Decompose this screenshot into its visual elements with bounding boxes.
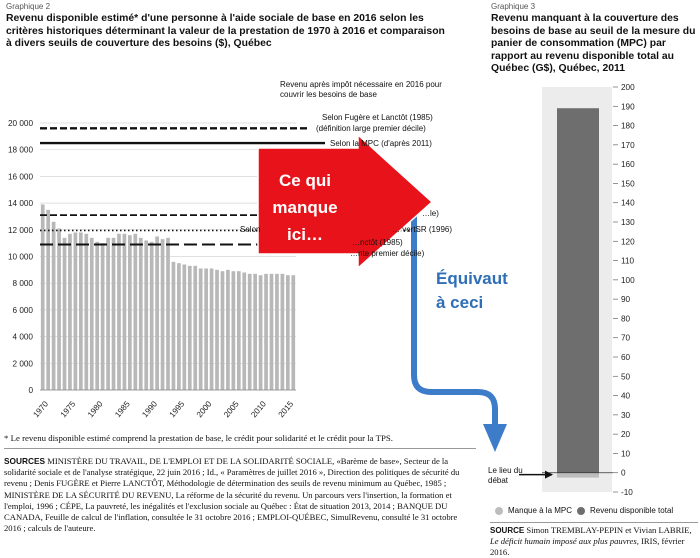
right-y-tick-label: 50 [621, 372, 631, 382]
graph2-title: Revenu disponible estimé* d'une personne à l'aide sociale de base en 2016 selon les critères historiques déterminant la valeur de la prestation de 1970 à 2016 et comparaison à divers seuils de couverture des besoins ($), Québec [6, 13, 445, 49]
legend-item-revenu [577, 506, 673, 515]
left-y-tick-label: 0 [28, 386, 33, 395]
right-y-tick-label: 130 [621, 218, 635, 227]
left-bar [242, 273, 246, 390]
left-bar [128, 235, 132, 390]
right-y-tick-label: 10 [621, 449, 631, 459]
left-bar [155, 236, 159, 390]
refline-1-label-b: (définition large premier décile) [316, 124, 426, 133]
callout-line-3: ici… [287, 225, 323, 244]
right-source-end: IRIS, février 2016. [490, 536, 685, 557]
refline-3-label: …le) [422, 209, 439, 218]
right-y-tick-label: -10 [621, 488, 633, 497]
left-bar [79, 232, 83, 390]
left-y-tick-label: 6 000 [12, 305, 33, 315]
left-chart-x-ticks [32, 399, 296, 419]
left-bar [63, 238, 67, 390]
graph3-title: Revenu manquant à la couverture des besoins de base au seuil de la mesure du panier de consommation (MPC) par rapport au revenu disponible total au Québec (G$), Québec, 2011 [491, 13, 696, 74]
left-bar [172, 262, 176, 390]
left-bar [123, 234, 127, 390]
left-bar [182, 265, 186, 390]
left-bar [112, 238, 116, 390]
right-y-tick-label: 90 [621, 295, 631, 305]
refline-5-label-b: …nte premier décile) [350, 249, 425, 258]
right-y-tick-label: 140 [621, 198, 635, 208]
debat-label [488, 466, 523, 486]
left-y-tick-label: 12 000 [7, 225, 33, 235]
legend-dot-revenu [577, 507, 585, 515]
callout-line-2: manque [272, 198, 338, 217]
legend-dot-manque [495, 507, 503, 515]
right-y-tick-label: 180 [621, 121, 635, 131]
footnote: * Le revenu disponible estimé comprend la prestation de base, le crédit pour solidarité et le crédit pour la TPS. [4, 433, 393, 443]
right-y-tick-label: 150 [621, 179, 635, 189]
left-bar [68, 234, 72, 390]
right-chart [519, 83, 635, 497]
left-bar [117, 234, 121, 390]
right-y-tick-label: 120 [621, 237, 635, 247]
refline-4-label-b: … vertSR (1996) [392, 225, 453, 234]
left-bar [232, 271, 236, 390]
right-y-tick-label: 170 [621, 140, 635, 150]
left-bar [215, 270, 219, 390]
sources-label: SOURCES [4, 456, 46, 466]
left-y-tick-label: 16 000 [7, 172, 33, 182]
left-bar [166, 238, 170, 390]
left-x-tick-label: 1995 [167, 399, 187, 420]
right-source-divider [490, 522, 698, 523]
left-bar [188, 266, 192, 390]
left-bar [237, 271, 241, 390]
right-y-tick-label: 70 [621, 333, 631, 343]
right-source [490, 525, 700, 558]
right-y-tick-label: 200 [621, 83, 635, 92]
left-bar [281, 274, 285, 390]
left-y-tick-label: 20 000 [7, 119, 33, 128]
right-y-tick-label: 100 [621, 275, 635, 285]
callout-line-1: Ce qui [279, 171, 331, 190]
left-bar [95, 242, 99, 390]
left-bar [57, 228, 61, 390]
blue-arrow-head [483, 424, 507, 452]
left-bar [226, 270, 230, 390]
left-x-tick-label: 1975 [58, 399, 78, 420]
left-x-tick-label: 2000 [194, 399, 214, 420]
left-x-tick-label: 1970 [31, 399, 51, 420]
right-source-authors: Simon TREMBLAY-PEPIN et Vivian LABRIE, [526, 525, 692, 535]
left-x-tick-label: 2010 [249, 399, 268, 420]
left-y-tick-label: 14 000 [7, 199, 33, 209]
right-y-tick-label: 0 [621, 468, 626, 478]
refline-1-label-a: Selon Fugère et Lanctôt (1985) [322, 113, 433, 122]
left-bar [144, 240, 148, 390]
left-bar [84, 234, 88, 390]
left-bar [46, 210, 50, 390]
left-bar [248, 274, 252, 390]
left-bar [204, 269, 208, 390]
left-x-tick-label: 1990 [140, 399, 160, 420]
bar-manque-mpc [557, 473, 599, 478]
equivaut-line-1: Équivaut [436, 269, 508, 288]
right-y-tick-label: 60 [621, 353, 631, 362]
left-bar [41, 204, 45, 390]
right-y-tick-label: 80 [621, 314, 631, 324]
right-y-tick-label: 110 [621, 256, 635, 266]
refline-2-label: Selon la MPC (d'après 2011) [330, 139, 432, 148]
left-bar [259, 275, 263, 390]
right-source-title: Le déficit humain imposé aux plus pauvres, [490, 536, 639, 546]
left-chart-y-ticks [8, 119, 33, 395]
graph2-label: Graphique 2 [6, 2, 51, 11]
left-bar [286, 275, 290, 390]
left-bar [52, 222, 56, 390]
left-bar [270, 274, 274, 390]
left-x-tick-label: 1985 [113, 399, 132, 420]
equivaut-line-2: à ceci [436, 293, 484, 312]
graph3-label: Graphique 3 [491, 2, 536, 11]
right-source-label: SOURCE [490, 526, 525, 535]
left-bar [101, 243, 105, 390]
left-bar [74, 232, 78, 390]
left-bar [150, 242, 154, 390]
left-bar [90, 238, 94, 390]
left-x-tick-label: 1980 [85, 399, 105, 420]
refline-4-label-a: Selon [240, 225, 261, 234]
left-bar [139, 238, 143, 390]
left-bar [253, 274, 257, 390]
debat-label-line-1: Le lieu du [488, 466, 523, 475]
left-bar [133, 234, 137, 390]
left-y-tick-label: 2 000 [12, 359, 33, 369]
sources-block [4, 456, 476, 534]
legend-label-manque: Manque à la MPC [508, 506, 573, 515]
right-y-tick-label: 20 [621, 430, 631, 440]
refline-5-label-a: …nctôt (1985) [352, 238, 403, 247]
left-bar [199, 269, 203, 390]
legend-item-manque [495, 506, 572, 515]
left-bar [221, 271, 225, 390]
legend-label-revenu: Revenu disponible total [590, 506, 674, 515]
left-y-tick-label: 8 000 [12, 279, 33, 289]
left-bar [161, 239, 165, 390]
left-bar [275, 274, 279, 390]
debat-label-line-2: débat [488, 476, 509, 485]
left-y-tick-label: 4 000 [12, 332, 33, 342]
left-y-tick-label: 10 000 [7, 252, 33, 262]
sources-text: MINISTÈRE DU TRAVAIL, DE L'EMPLOI ET DE LA SOLIDARITÉ SOCIALE, «Barème de base», Secteur de la solidarité sociale et de l'analyse stratégique, 22 juin 2016 ; Id., « Paramètres de juillet 2016 », Direction des politiques de sécurité du revenu ; Denis FUGÈRE et Pierre LANCTÔT, Méthodologie de détermination des seuils de revenu minimum au Québec, 1985 ; MINISTÈRE DE LA SÉCURITÉ DU REVENU, La réforme de la sécurité du revenu. Un parcours vers l'insertion, la formation et l'emploi, 1996 ; CÉPE, La pauvreté, les inégalités et l'exclusion sociale au Québec : État de situation 2013, 2014 ; BANQUE DU CANADA, Feuille de calcul de l'inflation, consultée le 31 octobre 2016 ; EMPLOI-QUÉBEC, SimulRevenu, consulté le 31 octobre 2016 ; calculs de l'auteure. [4, 456, 460, 534]
bar-revenu-disponible-total [557, 108, 599, 473]
left-bar [106, 238, 110, 390]
left-bar [210, 269, 214, 390]
right-y-tick-label: 40 [621, 391, 631, 401]
left-x-tick-label: 2005 [222, 399, 241, 420]
left-x-tick-label: 2015 [276, 399, 296, 420]
right-y-tick-label: 190 [621, 102, 635, 112]
graph2-annotation-header: Revenu après impôt nécessaire en 2016 pour couvrir les besoins de base [280, 80, 442, 99]
right-y-tick-label: 30 [621, 410, 631, 420]
left-bar [193, 266, 197, 390]
left-bar [177, 263, 181, 390]
left-bar [264, 274, 268, 390]
left-bar [291, 275, 295, 390]
right-y-tick-label: 160 [621, 160, 635, 170]
left-y-tick-label: 18 000 [7, 145, 33, 155]
